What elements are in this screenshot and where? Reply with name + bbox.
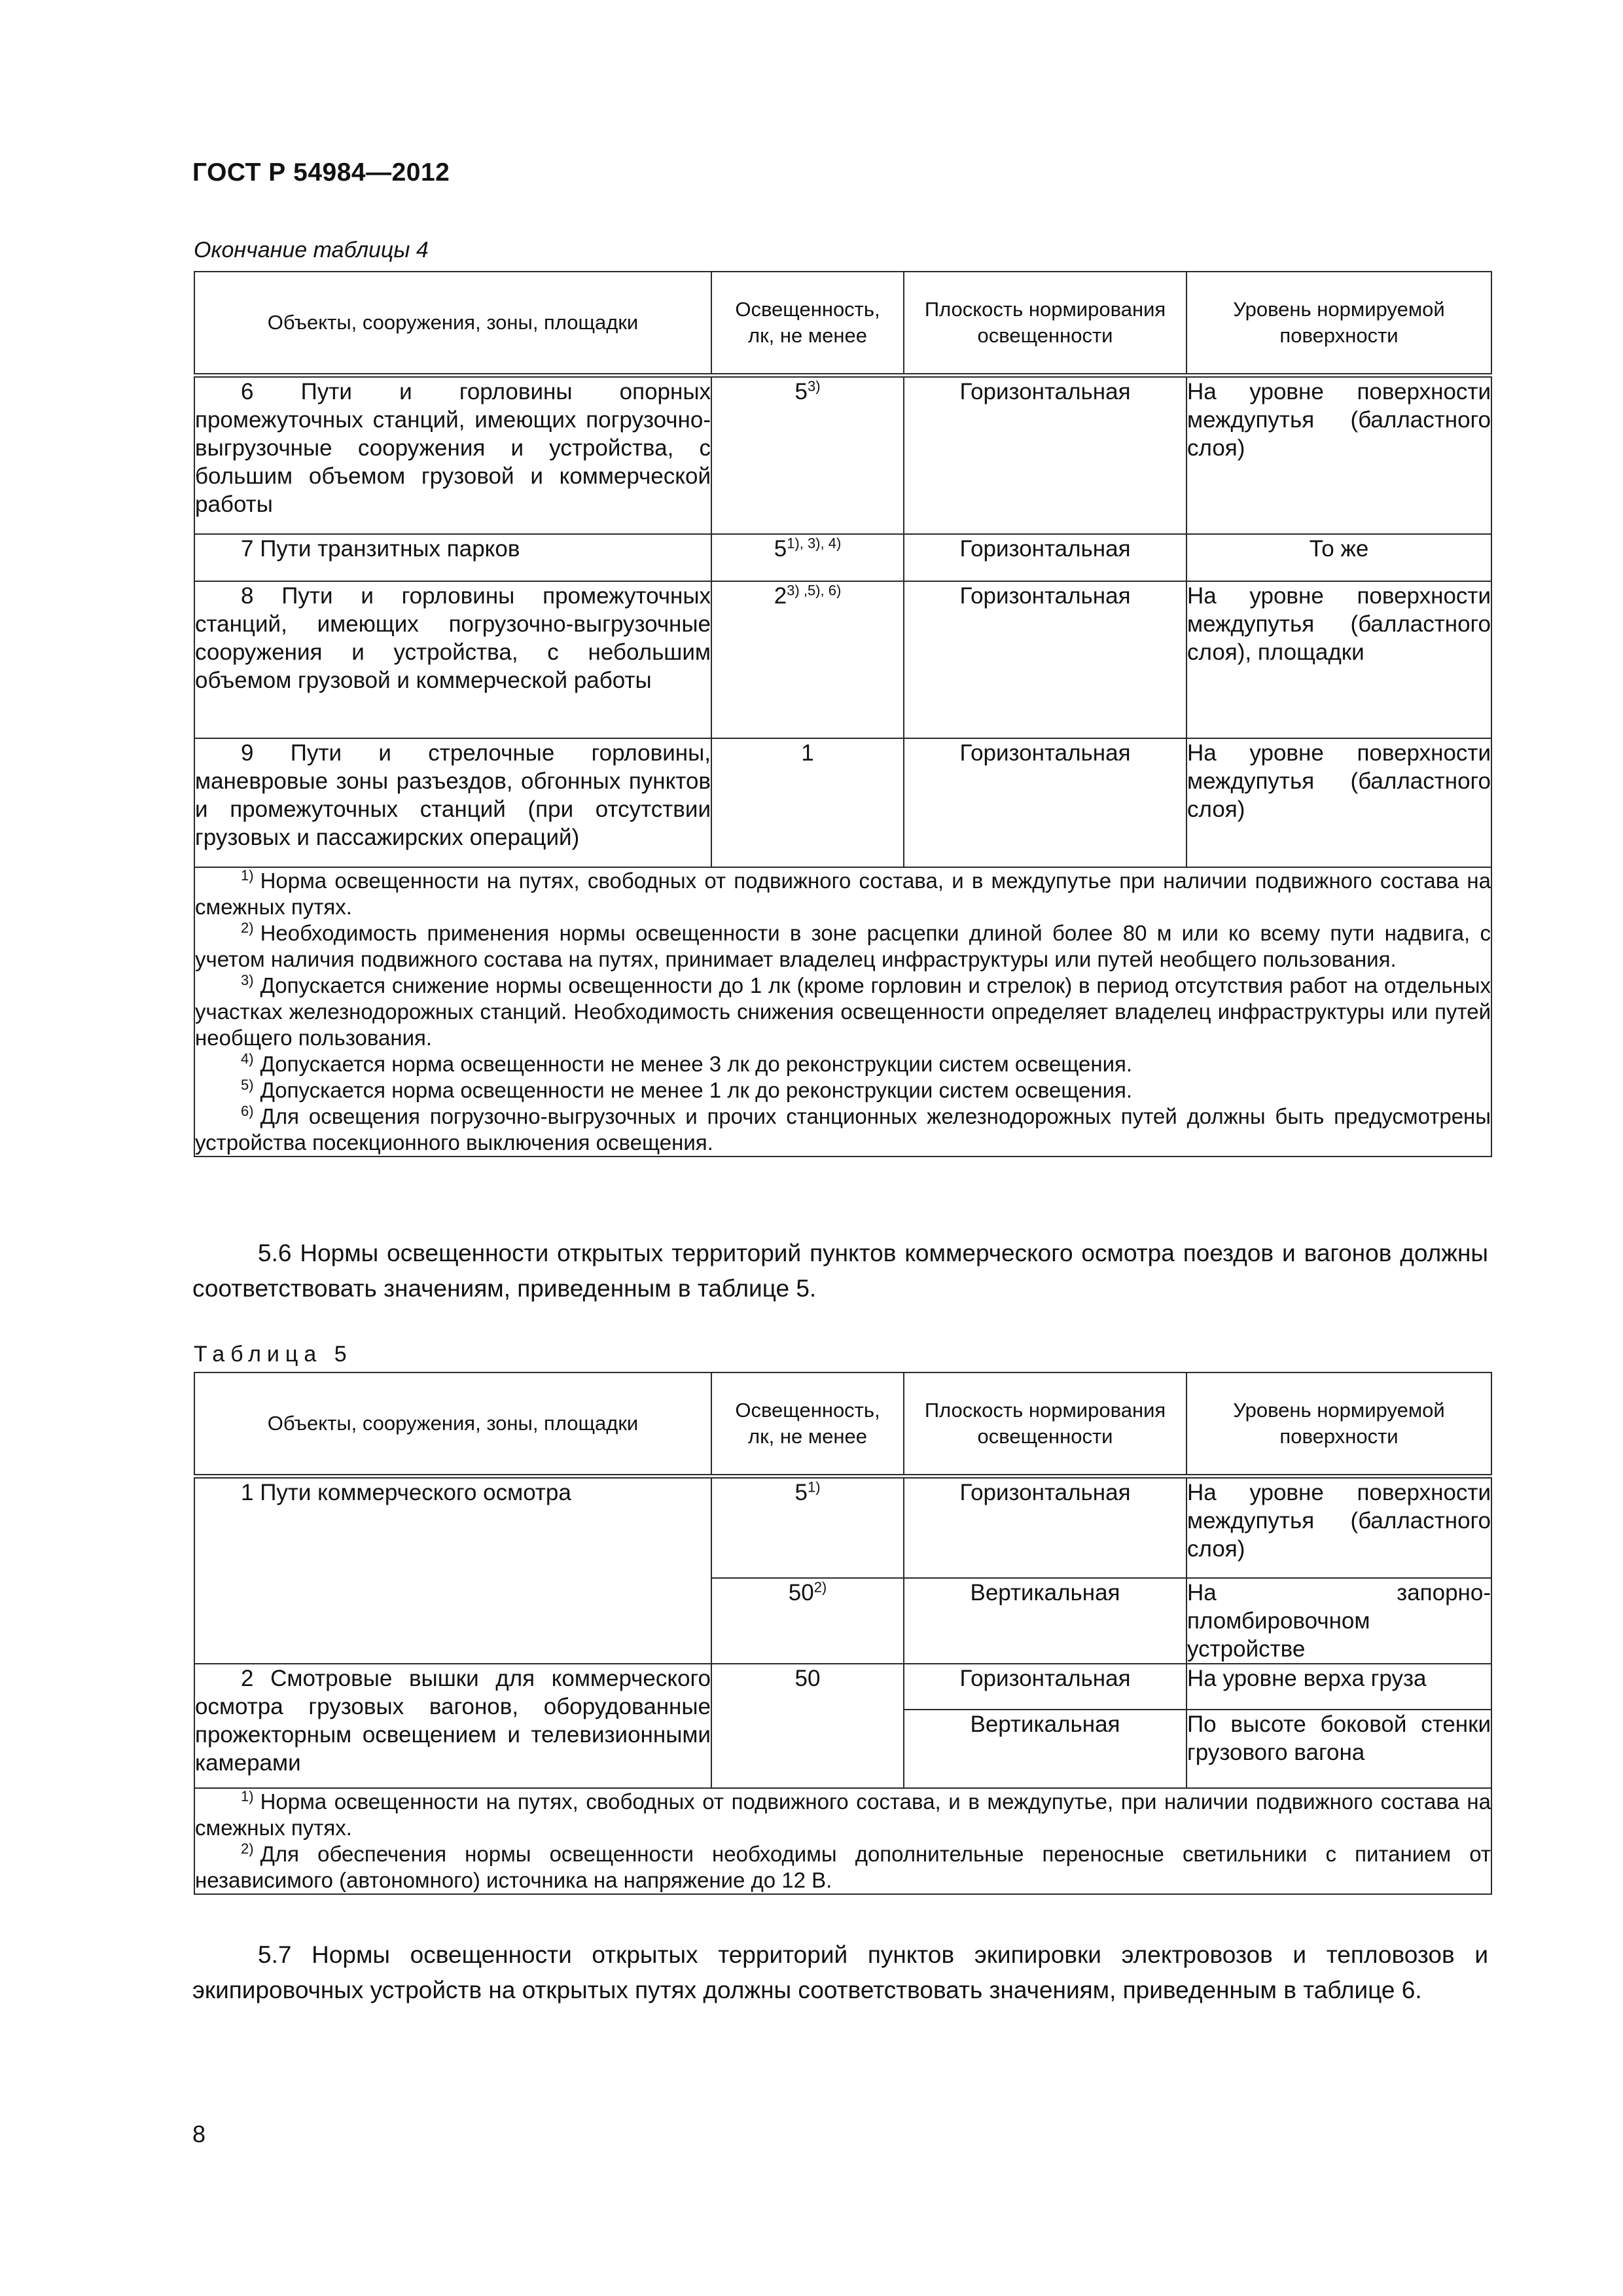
table5-caption: Таблица 5 (194, 1342, 353, 1367)
plane-cell: Горизонтальная (904, 534, 1186, 581)
column-header-level: Уровень нормируемой поверхности (1186, 272, 1491, 375)
table-row (194, 1476, 1491, 1578)
notes-row (194, 867, 1491, 1157)
illuminance-cell: $5^{1), 3), 4)}$ (711, 534, 904, 581)
paragraph-5-6: 5.6 Нормы освещенности открытых территорий пунктов коммерческого осмотра поездов и вагонов должны соответствовать значениям, приведенным в таблице 5. (192, 1240, 1488, 1302)
notes-row (194, 1788, 1491, 1894)
plane-cell: Горизонтальная (904, 581, 1186, 738)
footnote: $^{3)}$ Допускается снижение нормы освещенности до 1 лк (кроме горловин и стрелок) в период отсутствия работ на отдельных участках железнодорожных станций. Необходимость снижения освещенности определяет владелец инфраструктуры или путей необщего пользования. (195, 972, 1491, 1050)
column-header-objects: Объекты, сооружения, зоны, площадки (194, 272, 711, 375)
plane-cell: Горизонтальная (904, 738, 1186, 867)
table-row (194, 1664, 1491, 1710)
table-row (194, 534, 1491, 581)
illuminance-cell: 5$^{1)}$ (711, 1476, 904, 1578)
column-header-objects: Объекты, сооружения, зоны, площадки (194, 1372, 711, 1476)
column-header-illuminance: Освещенность, лк, не менее (711, 1372, 904, 1476)
level-cell: На уровне верха груза (1186, 1664, 1491, 1710)
level-cell: На уровне поверхности междупутья (балластного слоя) (1186, 1476, 1491, 1578)
footnote-ref: 1), 3), 4) (787, 535, 842, 552)
table5-notes (194, 1788, 1491, 1894)
table-row (194, 581, 1491, 738)
column-header-plane: Плоскость нормирования освещенности (904, 272, 1186, 375)
table4-caption: Окончание таблицы 4 (194, 238, 429, 262)
footnote: $^{6)}$ Для освещения погрузочно-выгрузочных и прочих станционных железнодорожных путей должны быть предусмотрены устройства посекционного выключения освещения. (195, 1103, 1491, 1155)
footnote-ref: 3) (807, 377, 821, 394)
object-cell: 8 Пути и горловины промежуточных станций, имеющих погрузочно-выгрузочные сооружения и устройства, с небольшим объемом грузовой и коммерческой работы (194, 581, 711, 738)
object-cell: 1 Пути коммерческого осмотра (194, 1476, 711, 1664)
plane-cell: Горизонтальная (904, 375, 1186, 534)
illuminance-cell: 50 (711, 1664, 904, 1788)
plane-cell: Горизонтальная (904, 1476, 1186, 1578)
level-cell: То же (1186, 534, 1491, 581)
plane-cell: Вертикальная (904, 1710, 1186, 1788)
table4-notes (194, 867, 1491, 1157)
table-row (194, 375, 1491, 534)
footnote: $^{2)}$ Необходимость применения нормы освещенности в зоне расцепки длиной более 80 м или ко всему пути надвига, с учетом наличия подвижного состава на путях, принимает владелец инфраструктуры или путей необщего пользования. (195, 920, 1491, 971)
level-cell: На уровне поверхности междупутья (балластного слоя), площадки (1186, 581, 1491, 738)
illuminance-cell: 50$^{2)}$ (711, 1578, 904, 1664)
footnote-ref: 1) (807, 1478, 821, 1495)
footnote: $^{1)}$ Норма освещенности на путях, свободных от подвижного состава, и в междупутье, при наличии подвижного состава на смежных путях. (195, 1788, 1491, 1840)
page-number: 8 (192, 2121, 206, 2147)
footnote-ref: 3) ,5), 6) (787, 582, 842, 599)
footnote: $^{5)}$ Допускается норма освещенности не менее 1 лк до реконструкции систем освещения. (241, 1077, 1133, 1102)
object-cell: 6 Пути и горловины опорных промежуточных станций, имеющих погрузочно-выгрузочные сооружения и устройства, с большим объемом грузовой и коммерческой работы (194, 375, 711, 534)
paragraph-5-7: 5.7 Нормы освещенности открытых территорий пунктов экипировки электровозов и тепловозов и экипировочных устройств на открытых путях должны соответствовать значениям, приведенным в таблице 6. (192, 1941, 1488, 2003)
table-5 (194, 1372, 1492, 1895)
footnote: $^{4)}$ Допускается норма освещенности не менее 3 лк до реконструкции систем освещения. (241, 1050, 1133, 1076)
footnote: $^{2)}$ Для обеспечения нормы освещенности необходимы дополнительные переносные светильники с питанием от независимого (автономного) источника на напряжение до 12 В. (195, 1840, 1491, 1892)
plane-cell: Вертикальная (904, 1578, 1186, 1664)
level-cell: На уровне поверхности междупутья (балластного слоя) (1186, 375, 1491, 534)
illuminance-cell: 1 (711, 738, 904, 867)
footnote-ref: 2) (813, 1579, 827, 1596)
table-4 (194, 271, 1492, 1157)
illuminance-cell: $2^{3) ,5), 6)}$ (711, 581, 904, 738)
column-header-level: Уровень нормируемой поверхности (1186, 1372, 1491, 1476)
level-cell: На уровне поверхности междупутья (балластного слоя) (1186, 738, 1491, 867)
object-cell: 9 Пути и стрелочные горловины, маневровые зоны разъездов, обгонных пунктов и промежуточных станций (при отсутствии грузовых и пассажирских операций) (194, 738, 711, 867)
table-row (194, 738, 1491, 867)
table-header-row (194, 1372, 1491, 1476)
document-code: ГОСТ Р 54984—2012 (192, 158, 450, 187)
illuminance-cell: 5$^{3)}$ (711, 375, 904, 534)
level-cell: На запорно-пломбировочном устройстве (1186, 1578, 1491, 1664)
object-cell: 7 Пути транзитных парков (194, 534, 711, 581)
column-header-plane: Плоскость нормирования освещенности (904, 1372, 1186, 1476)
column-header-illuminance: Освещенность, лк, не менее (711, 272, 904, 375)
object-cell: 2 Смотровые вышки для коммерческого осмотра грузовых вагонов, оборудованные прожекторным освещением и телевизионными камерами (194, 1664, 711, 1788)
table-header-row (194, 272, 1491, 375)
level-cell: По высоте боковой стенки грузового вагона (1186, 1710, 1491, 1788)
footnote: $^{1)}$ Норма освещенности на путях, свободных от подвижного состава, и в междупутье при наличии подвижного состава на смежных путях. (195, 867, 1491, 919)
plane-cell: Горизонтальная (904, 1664, 1186, 1710)
